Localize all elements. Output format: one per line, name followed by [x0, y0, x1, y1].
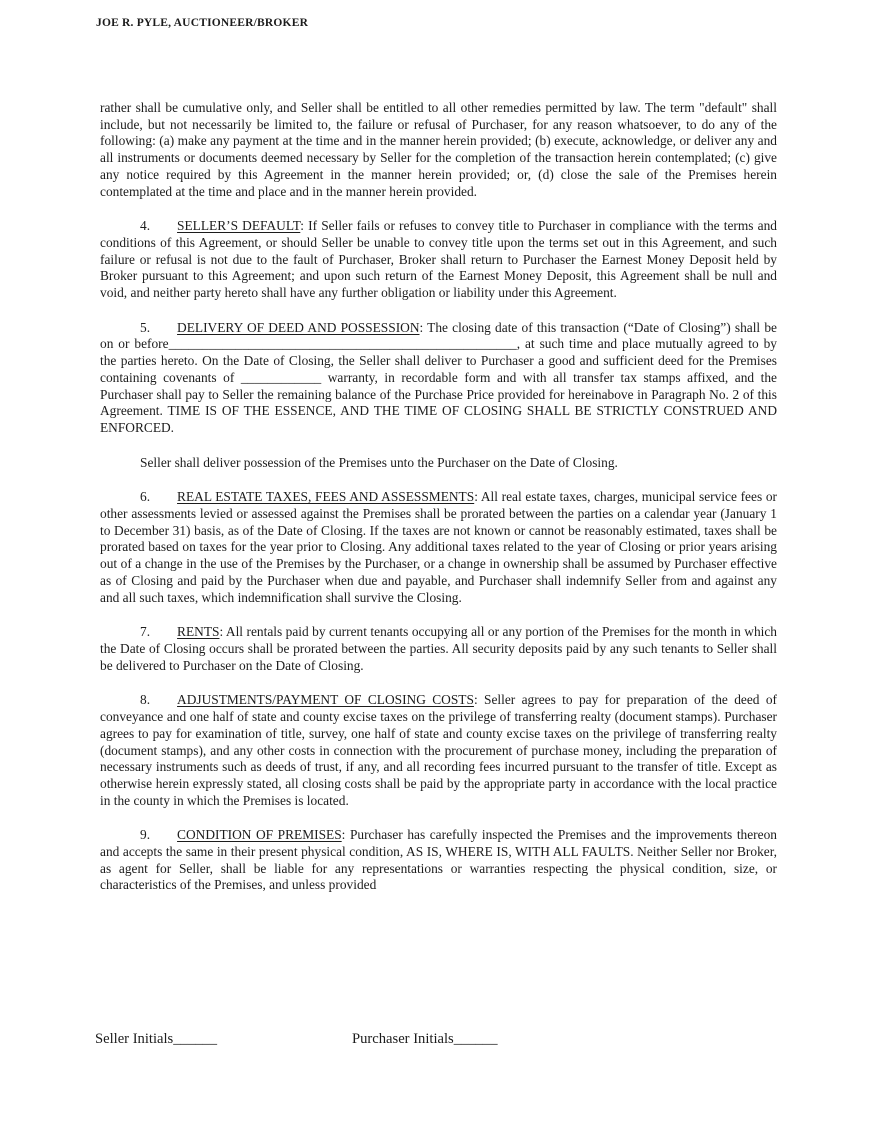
paragraph-possession	[100, 455, 777, 472]
paragraph-rents	[100, 624, 777, 674]
seller-initials-blank: ______	[173, 1031, 218, 1047]
paragraph-text: : Purchaser has carefully inspected the Premises and the improvements thereon and accepts the same in their present physical condition, AS IS, WHERE IS, WITH ALL FAULTS. Neither Seller nor Broker, as agent for Seller, shall be liable for any representations or warranties respecting the physical condition, size, or characteristics of the Premises, and unless provided	[100, 827, 777, 893]
paragraph-number: 8.	[140, 692, 151, 708]
paragraph-number: 4.	[140, 218, 151, 234]
broker-header: JOE R. PYLE, AUCTIONEER/BROKER	[96, 17, 309, 29]
paragraph-title: ADJUSTMENTS/PAYMENT OF CLOSING COSTS	[177, 692, 474, 708]
paragraph-number: 7.	[140, 624, 151, 640]
paragraph-title: CONDITION OF PREMISES	[177, 827, 342, 843]
paragraph-text: : If Seller fails or refuses to convey title to Purchaser in compliance with the terms and conditions of this Agreement, or should Seller be unable to convey title upon the terms set out in this Agreement, and such failure or refusal is not due to the fault of Purchaser, Broker shall return to Purchaser the Earnest Money Deposit held by Broker pursuant to this Agreement; and upon such return of the Earnest Money Deposit, this Agreement shall be null and void, and neither party hereto shall have any further obligation or liability under this Agreement.	[100, 218, 777, 301]
paragraph-condition-of-premises	[100, 827, 777, 894]
paragraph-title: RENTS	[177, 624, 220, 640]
paragraph-delivery-of-deed	[100, 320, 777, 437]
purchaser-initials-blank: ______	[453, 1031, 498, 1047]
paragraph-adjustments-closing-costs	[100, 692, 777, 809]
paragraph-text: : All rentals paid by current tenants occupying all or any portion of the Premises for the month in which the Date of Closing occurs shall be prorated between the parties. All security deposits paid by any such tenants to Seller shall be delivered to Purchaser on the Date of Closing.	[100, 624, 777, 673]
seller-initials-group	[95, 1031, 352, 1048]
paragraph-sellers-default	[100, 218, 777, 302]
paragraph-number: 9.	[140, 827, 151, 843]
paragraph-number: 6.	[140, 489, 151, 505]
paragraph-real-estate-taxes	[100, 489, 777, 606]
document-body	[100, 100, 777, 912]
paragraph-number: 5.	[140, 319, 151, 335]
paragraph-default-remedies-continuation	[100, 100, 777, 200]
seller-initials-label: Seller Initials	[95, 1031, 174, 1047]
paragraph-text: rather shall be cumulative only, and Seller shall be entitled to all other remedies permitted by law. The term "default" shall include, but not necessarily be limited to, the failure or refusal of Purchaser, for any reason whatsoever, to do any of the following: (a) make any payment at the time and in the manner herein provided; (b) execute, acknowledge, or deliver any and all instruments or documents deemed necessary by Seller for the completion of the transaction herein contemplated; (c) give any notice required by this Agreement in the manner herein provided; or, (d) close the sale of the Premises herein contemplated at the time and place and in the manner herein provided.	[100, 100, 777, 199]
paragraph-text: : All real estate taxes, charges, municipal service fees or other assessments levied or assessed against the Premises shall be prorated between the parties on a calendar year (January 1 to December 31) basis, as of the Date of Closing. If the taxes are not known or cannot be reasonably estimated, taxes shall be prorated based on taxes for the year prior to Closing. Any additional taxes related to the year of Closing or prior years arising out of a change in the use of the Premises by the Purchaser, or a change in ownership shall be assumed by Purchaser effective as of Closing and paid by the Purchaser when due and payable, and Purchaser shall indemnify Seller from and against any and all such taxes, which indemnification shall survive the Closing.	[100, 489, 777, 605]
initials-footer	[95, 1031, 498, 1048]
paragraph-title: SELLER’S DEFAULT	[177, 218, 301, 234]
paragraph-text: : The closing date of this transaction (“Date of Closing”) shall be on or before____________________________________________________, at such time and place mutually agreed to by the parties hereto. On the Date of Closing, the Seller shall deliver to Purchaser a good and sufficient deed for the Premises containing covenants of ____________ warranty, in recordable form and with all transfer tax stamps affixed, and the Purchaser shall pay to Seller the remaining balance of the Purchase Price provided for hereinabove in Paragraph No. 2 of this Agreement. TIME IS OF THE ESSENCE, AND THE TIME OF CLOSING SHALL BE STRICTLY CONSTRUED AND ENFORCED.	[100, 319, 777, 435]
paragraph-text: Seller shall deliver possession of the Premises unto the Purchaser on the Date of Closing.	[140, 454, 618, 470]
purchaser-initials-group	[352, 1031, 498, 1048]
paragraph-title: DELIVERY OF DEED AND POSSESSION	[177, 319, 420, 335]
purchaser-initials-label: Purchaser Initials	[352, 1031, 454, 1047]
paragraph-title: REAL ESTATE TAXES, FEES AND ASSESSMENTS	[177, 489, 475, 505]
paragraph-text: : Seller agrees to pay for preparation of the deed of conveyance and one half of state and county excise taxes on the privilege of transferring realty (document stamps). Purchaser agrees to pay for examination of title, survey, one half of state and county excise taxes on the privilege of transferring realty (document stamps), and any other costs in connection with the procurement of purchase money, including the preparation of necessary instruments such as deeds of trust, if any, and all recording fees incurred pursuant to the transfer of title. Except as otherwise herein expressly stated, all closing costs shall be paid by the appropriate party in accordance with the local practice in the county in which the Premises is located.	[100, 692, 777, 808]
